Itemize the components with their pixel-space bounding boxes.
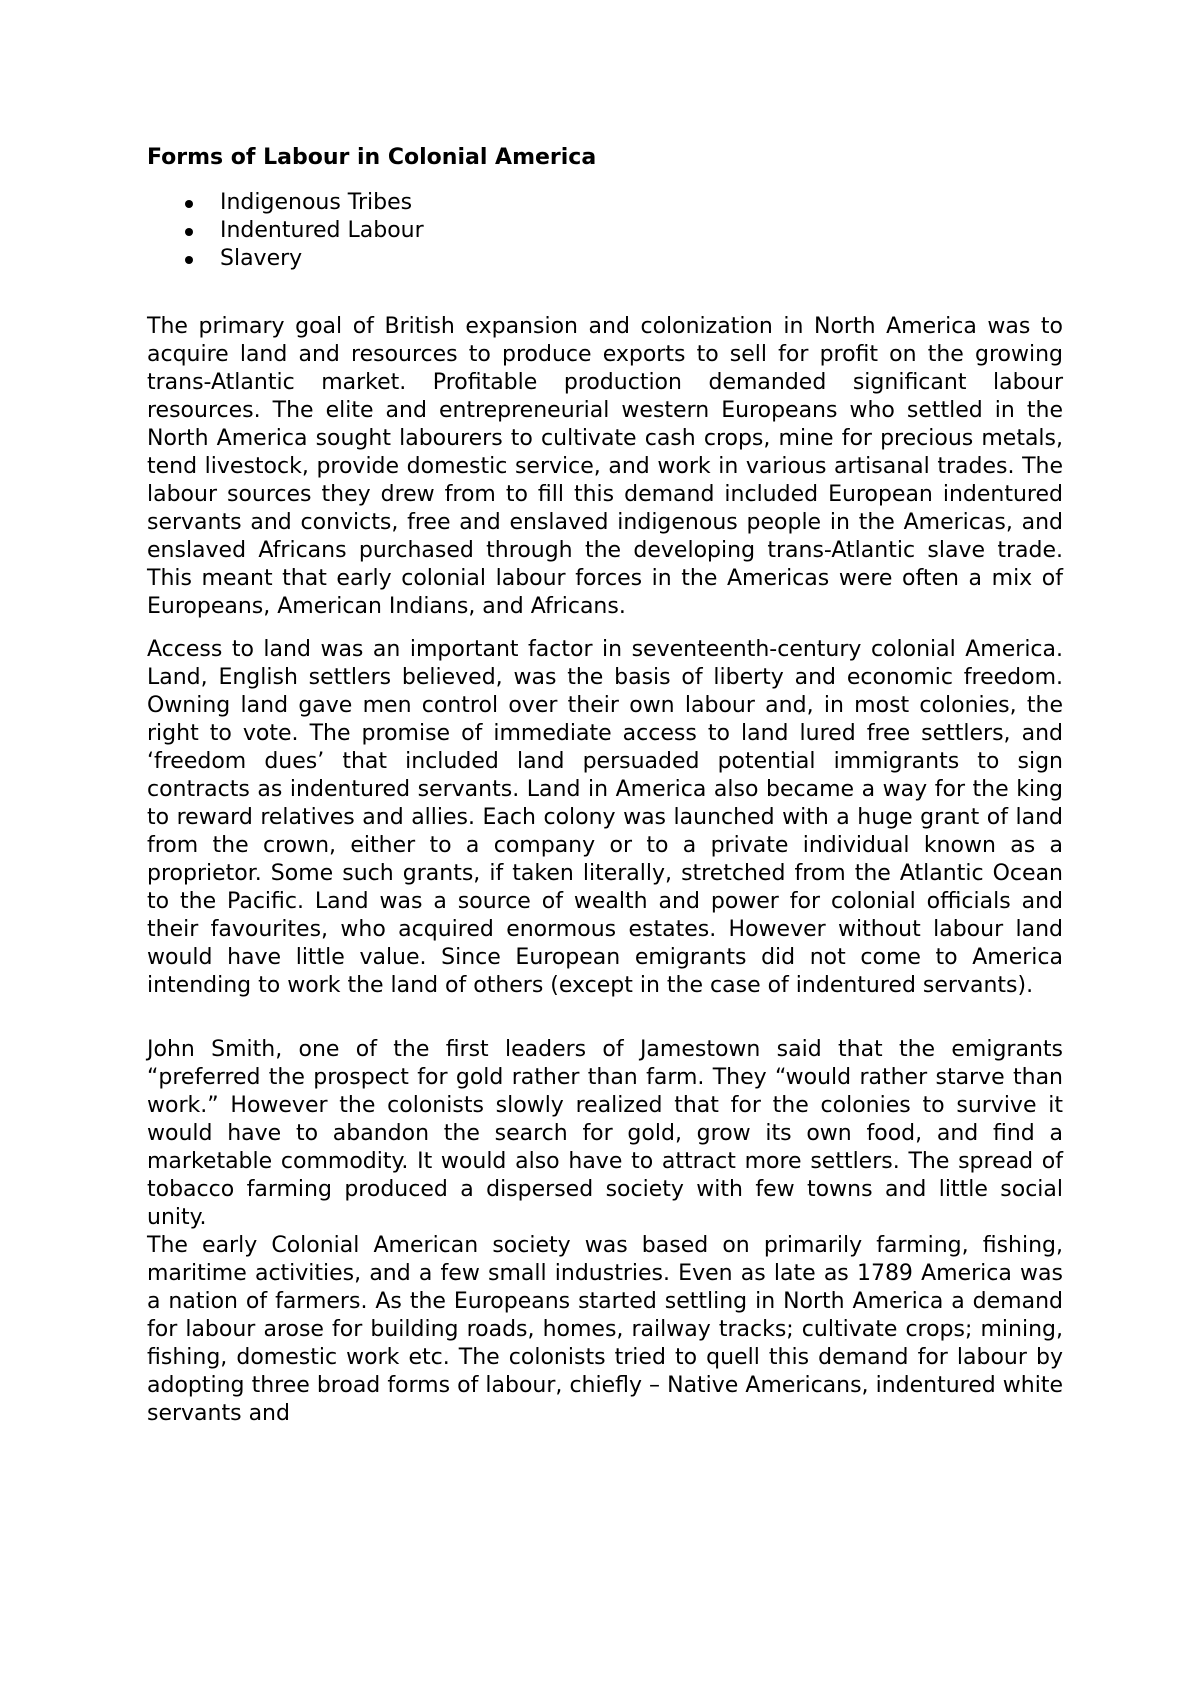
bullet-text: Indigenous Tribes	[220, 190, 413, 215]
bullet-text: Slavery	[220, 246, 303, 271]
document-title: Forms of Labour in Colonial America	[147, 145, 597, 170]
bullet-icon	[185, 256, 193, 264]
bullet-icon	[185, 228, 193, 236]
paragraph-john-smith: John Smith, one of the first leaders of Jamestown said that the emigrants “preferred the prospect for gold rather than farm. They “would rather starve than work.” However the colonists slowly realized that for the colonies to survive it would have to abandon the search for gold, grow its own food, and find a marketable commodity. It would also have to attract more settlers. The spread of tobacco farming produced a dispersed society with few towns and little social unity.	[147, 1037, 1063, 1230]
list-item	[147, 189, 1063, 217]
paragraph-access-to-land: Access to land was an important factor in seventeenth-century colonial America. Land, English settlers believed, was the basis of liberty and economic freedom. Owning land gave men control over their own labour and, in most colonies, the right to vote. The promise of immediate access to land lured free settlers, and ‘freedom dues’ that included land persuaded potential immigrants to sign contracts as indentured servants. Land in America also became a way for the king to reward relatives and allies. Each colony was launched with a huge grant of land from the crown, either to a company or to a private individual known as a proprietor. Some such grants, if taken literally, stretched from the Atlantic Ocean to the Pacific. Land was a source of wealth and power for colonial officials and their favourites, who acquired enormous estates. However without labour land would have little value. Since European emigrants did not come to America intending to work the land of others (except in the case of indentured servants).	[147, 637, 1063, 998]
paragraph-british-expansion: The primary goal of British expansion and colonization in North America was to acquire land and resources to produce exports to sell for profit on the growing trans-Atlantic market. Profitable production demanded significant labour resources. The elite and entrepreneurial western Europeans who settled in the North America sought labourers to cultivate cash crops, mine for precious metals, tend livestock, provide domestic service, and work in various artisanal trades. The labour sources they drew from to fill this demand included European indentured servants and convicts, free and enslaved indigenous people in the Americas, and enslaved Africans purchased through the developing trans-Atlantic slave trade. This meant that early colonial labour forces in the Americas were often a mix of Europeans, American Indians, and Africans.	[147, 314, 1063, 619]
document-body	[147, 143, 1063, 1428]
bullet-icon	[185, 200, 193, 208]
list-item	[147, 217, 1063, 245]
paragraph-colonial-society: The early Colonial American society was based on primarily farming, fishing, maritime activities, and a few small industries. Even as late as 1789 America was a nation of farmers. As the Europeans started settling in North America a demand for labour arose for building roads, homes, railway tracks; cultivate crops; mining, fishing, domestic work etc. The colonists tried to quell this demand for labour by adopting three broad forms of labour, chiefly – Native Americans, indentured white servants and	[147, 1233, 1063, 1426]
bullet-list	[147, 189, 1063, 273]
bullet-text: Indentured Labour	[220, 218, 424, 243]
list-item	[147, 245, 1063, 273]
